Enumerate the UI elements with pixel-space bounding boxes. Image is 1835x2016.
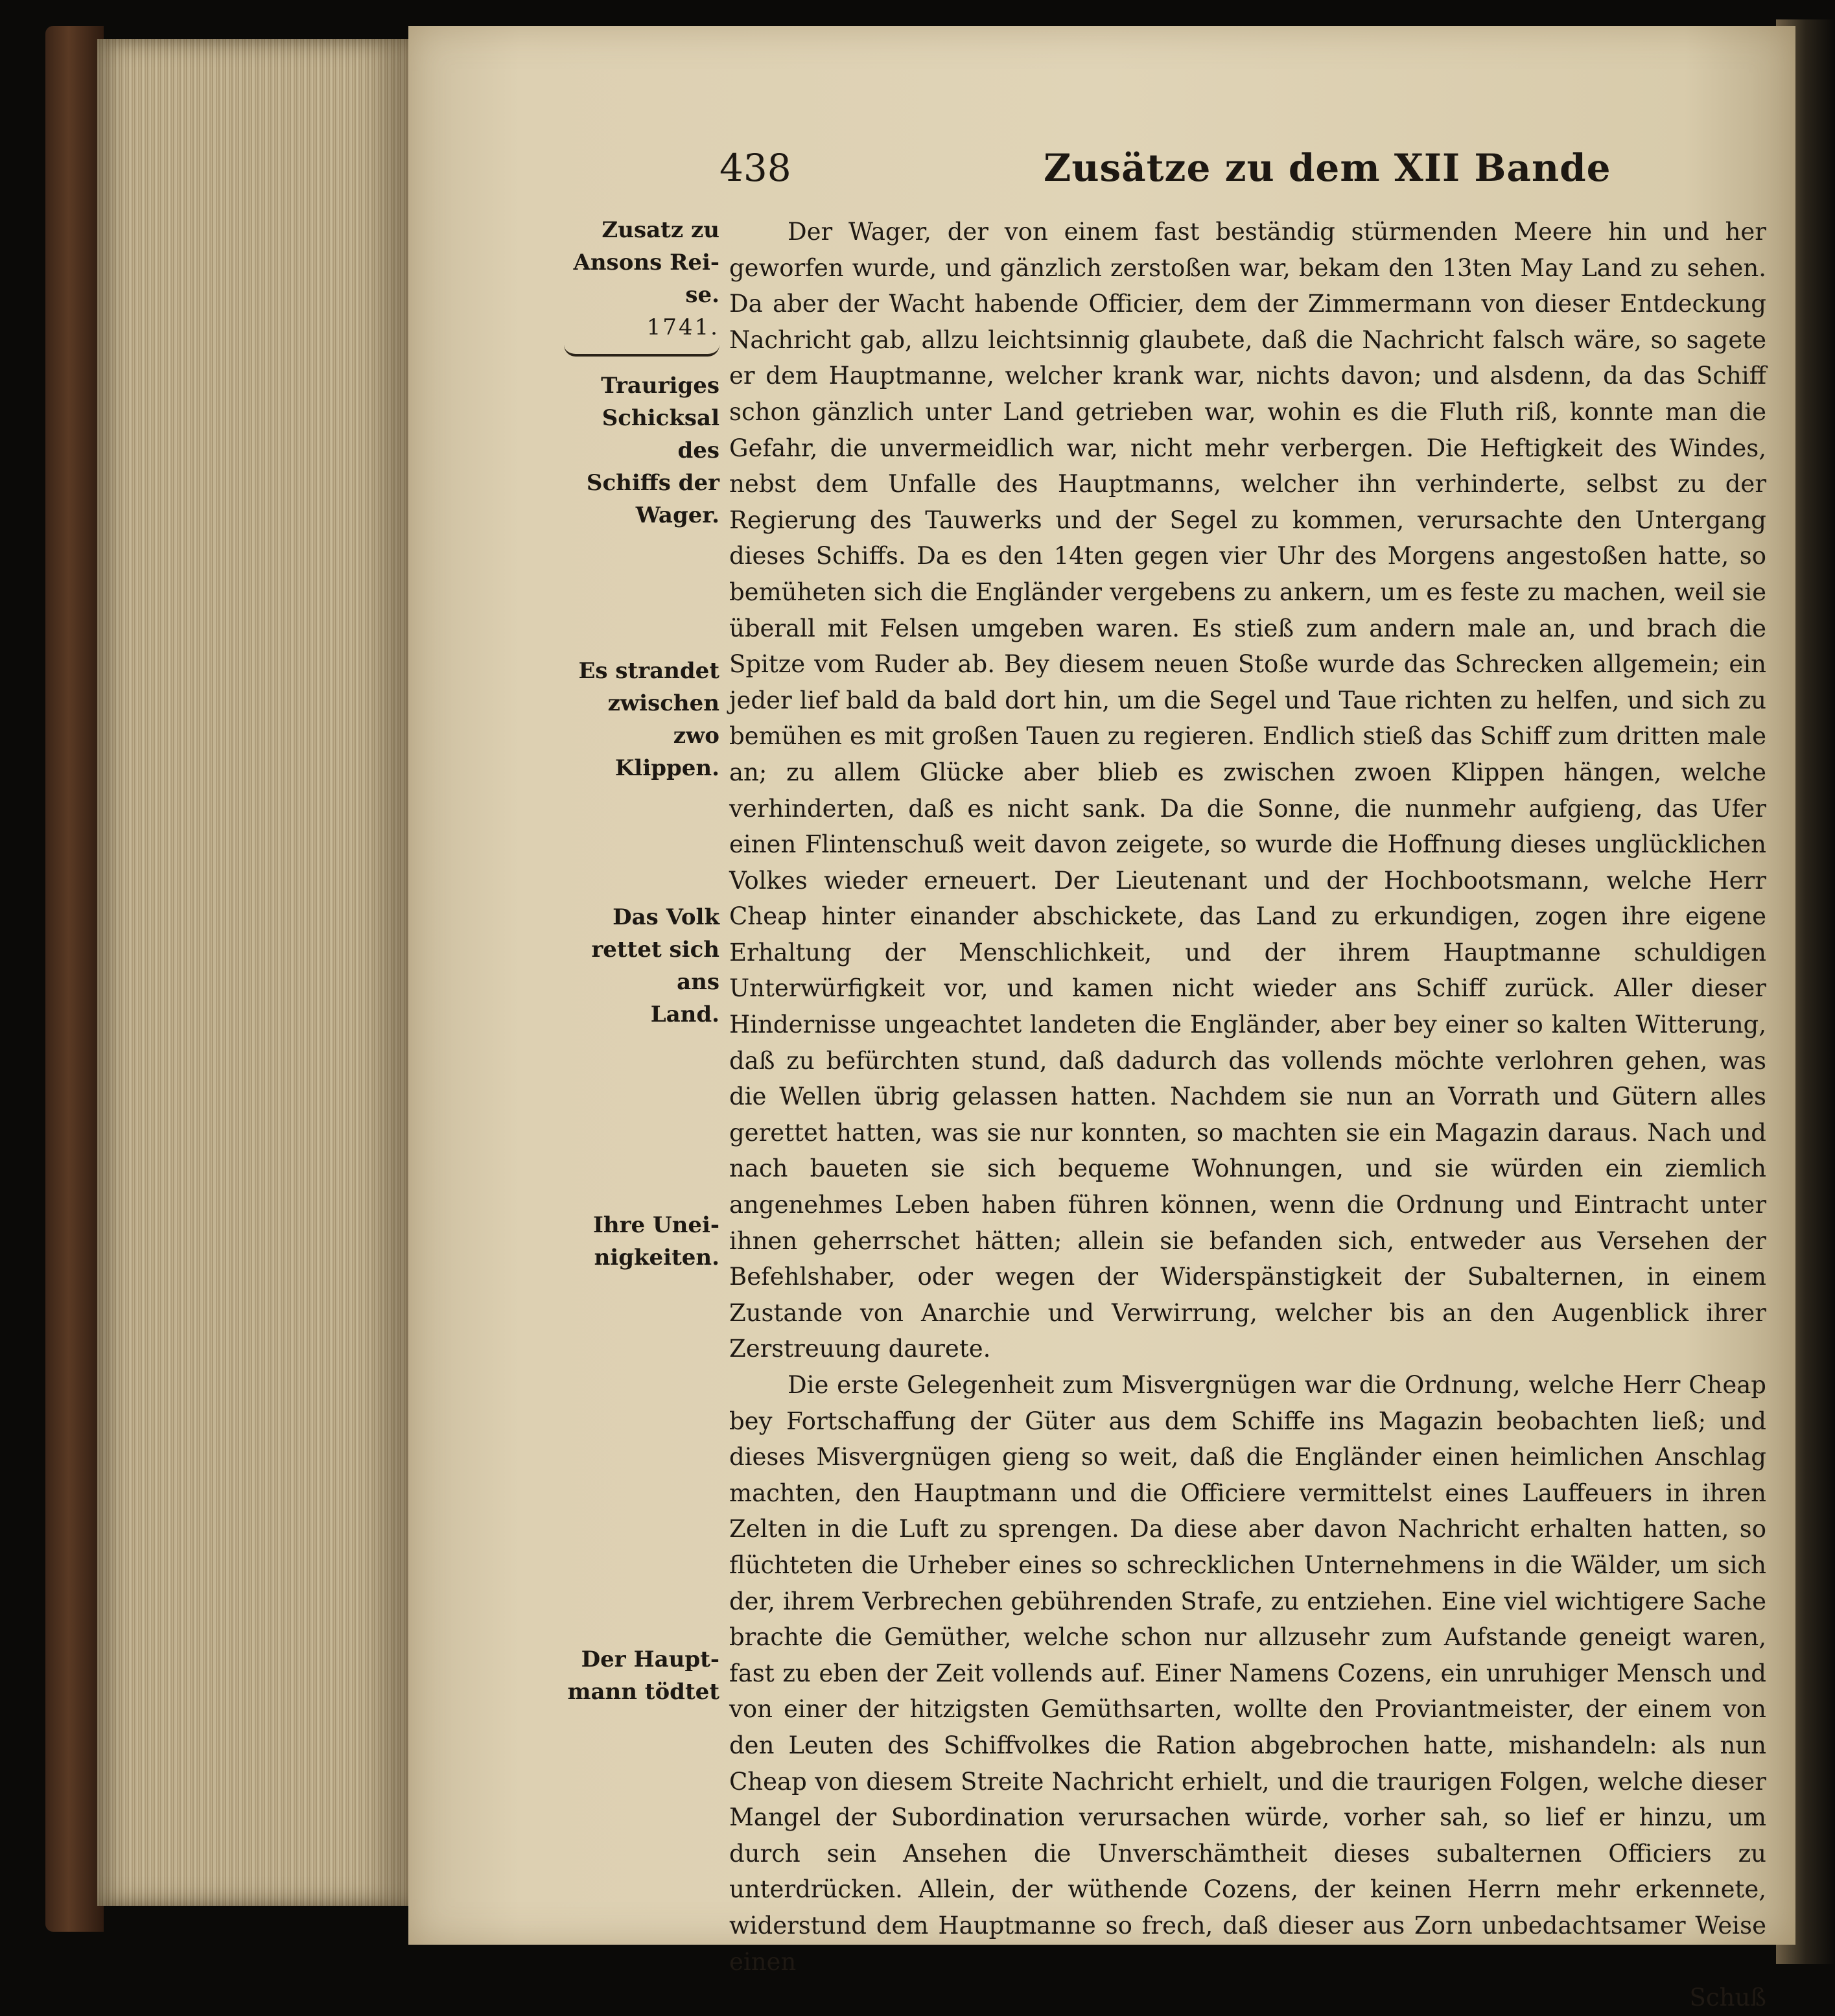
margin-note-uneinigkeiten — [564, 1209, 719, 1274]
margin-line: Zusatz zu — [602, 217, 719, 243]
margin-note-strandet — [564, 655, 719, 784]
margin-line: rettet sich ans — [591, 937, 719, 995]
margin-line: Wager. — [635, 502, 719, 528]
page-block-edge — [97, 39, 408, 1906]
margin-line: Land. — [650, 1002, 719, 1027]
margin-note-trauriges — [564, 369, 719, 532]
margin-note-hauptmann — [564, 1643, 719, 1708]
margin-line: mann tödtet — [567, 1679, 719, 1705]
margin-line: Schiffs der — [586, 470, 719, 496]
paragraph — [729, 1367, 1766, 1980]
running-head-title: Zusätze zu dem XII Bande — [1044, 146, 1611, 190]
catchword: Schuß — [1689, 1984, 1766, 2012]
running-head — [719, 139, 1757, 198]
margin-line: Es strandet — [578, 658, 719, 684]
margin-note-zusatz — [564, 214, 719, 363]
body-text — [729, 214, 1766, 2012]
book-binding — [45, 26, 104, 1932]
margin-line: zwischen zwo — [607, 690, 719, 749]
margin-line: Ihre Unei- — [592, 1212, 719, 1238]
margin-line: Schicksal des — [602, 405, 719, 463]
margin-line: se. — [685, 282, 719, 308]
brace-ornament — [564, 345, 719, 357]
margin-line: Trauriges — [601, 373, 719, 399]
margin-line: Ansons Rei- — [573, 250, 719, 275]
margin-year: 1741. — [646, 314, 719, 340]
margin-line: Das Volk — [613, 904, 719, 930]
margin-note-volk — [564, 901, 719, 1031]
margin-line: Klippen. — [614, 755, 719, 781]
page-number: 438 — [719, 146, 791, 190]
paragraph-text: Der Wager, der von einem fast beständig stürmenden Meere hin und her geworfen wurde, und gänzlich zerstoßen war, bekam den 13ten May Land zu sehen. Da aber der Wacht habende Officier, dem der Zimmermann von dieser Entdeckung Nachricht gab, allzu leichtsinnig glaubete, daß die Nachricht falsch wäre, so sagete er dem Hauptmanne, welcher krank war, nichts davon; und alsdenn, da das Schiff schon gänzlich unter Land getrieben war, wohin es die Fluth riß, konnte man die Gefahr, die unvermeidlich war, nicht mehr verbergen. Die Heftigkeit des Windes, nebst dem Unfalle des Hauptmanns, welcher ihn verhinderte, selbst zu der Regierung des Tauwerks und der Segel zu kommen, verursachte den Untergang dieses Schiffs. Da es den 14ten gegen vier Uhr des Morgens angestoßen hatte, so bemüheten sich die Engländer vergebens zu ankern, um es feste zu machen, weil sie überall mit Felsen umgeben waren. Es stieß zum andern male an, und brach die Spitze vom Ruder ab. Bey diesem neuen Stoße wurde das Schrecken allgemein; ein jeder lief bald da bald dort hin, um die Segel und Taue richten zu helfen, und sich zu bemühen es mit großen Tauen zu regieren. Endlich stieß das Schiff zum dritten male an; zu allem Glücke aber blieb es zwischen zwoen Klippen hängen, welche verhinderten, daß es nicht sank. Da die Sonne, die nunmehr aufgieng, das Ufer einen Flintenschuß weit davon zeigete, so wurde die Hoffnung dieses unglücklichen Volkes wieder erneuert. Der Lieutenant und der Hochbootsmann, welche Herr Cheap hinter einander abschickete, das Land zu erkundigen, zogen ihre eigene Erhaltung der Menschlichkeit, und der ihrem Hauptmanne schuldigen Unterwürfigkeit vor, und kamen nicht wieder ans Schiff zurück. Aller dieser Hindernisse ungeachtet landeten die Engländer, aber bey einer so kalten Witterung, daß zu befürchten stund, daß dadurch das vollends möchte verlohren gehen, was die Wellen übrig gelassen hatten. Nachdem sie nun an Vorrath und Gütern alles gerettet hatten, was sie nur konnten, so machten sie ein Magazin daraus. Nach und nach baueten sie sich bequeme Wohnungen, und sie würden ein ziemlich angenehmes Leben haben führen können, wenn die Ordnung und Eintracht unter ihnen geherrschet hätten; allein sie befanden sich, entweder aus Versehen der Befehlshaber, oder wegen der Widerspänstigkeit der Subalternen, in einem Zustande von Anarchie und Verwirrung, welcher bis an den Augenblick ihrer Zerstreuung daurete. — [729, 218, 1766, 1363]
paragraph — [729, 214, 1766, 1367]
margin-line: nigkeiten. — [594, 1245, 719, 1271]
paragraph-text: Die erste Gelegenheit zum Misvergnügen war die Ordnung, welche Herr Cheap bey Fortschaffung der Güter aus dem Schiffe ins Magazin beobachten ließ; und dieses Misvergnügen gieng so weit, daß die Engländer einen heimlichen Anschlag machten, den Hauptmann und die Officiere vermittelst eines Lauffeuers in ihren Zelten in die Luft zu sprengen. Da diese aber davon Nachricht erhalten hatten, so flüchteten die Urheber eines so schrecklichen Unternehmens in die Wälder, um sich der, ihrem Verbrechen gebührenden Strafe, zu entziehen. Eine viel wichtigere Sache brachte die Gemüther, welche schon nur allzusehr zum Aufstande geneigt waren, fast zu eben der Zeit vollends auf. Einer Namens Cozens, ein unruhiger Mensch und von einer der hitzigsten Gemüthsarten, wollte den Proviantmeister, der einem von den Leuten des Schiffvolkes die Ration abgebrochen hatte, mishandeln: als nun Cheap von diesem Streite Nachricht erhielt, und die traurigen Folgen, welche dieser Mangel der Subordination verursachen würde, vorher sah, so lief er hinzu, um durch sein Ansehen die Unverschämtheit dieses subalternen Officiers zu unterdrücken. Allein, der wüthende Cozens, der keinen Herrn mehr erkennete, widerstund dem Hauptmanne so frech, daß dieser aus Zorn unbedachtsamer Weise einen — [729, 1371, 1766, 1976]
margin-line: Der Haupt- — [581, 1647, 719, 1672]
